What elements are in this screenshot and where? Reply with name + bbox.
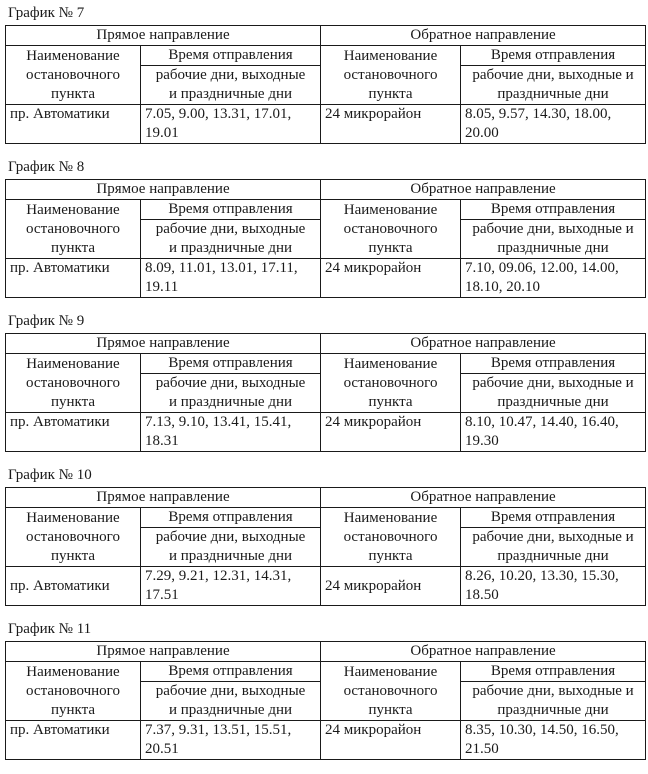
direct-direction-header: Прямое направление bbox=[6, 26, 321, 46]
schedule-table-9 bbox=[5, 333, 646, 452]
stop-name-header: Наименование остановочного пункта bbox=[6, 354, 141, 413]
direct-times bbox=[141, 721, 321, 760]
direct-direction-header: Прямое направление bbox=[6, 334, 321, 354]
times-line: 17.51 bbox=[145, 587, 179, 603]
times-line: 8.10, 10.47, 14.40, 16.40, bbox=[465, 414, 619, 430]
times-line: 20.51 bbox=[145, 741, 179, 757]
direction-header-row bbox=[6, 26, 646, 46]
day-type-line: праздничные дни bbox=[497, 86, 609, 102]
direct-direction-header: Прямое направление bbox=[6, 488, 321, 508]
direction-header-row bbox=[6, 180, 646, 200]
reverse-times bbox=[461, 721, 646, 760]
stop-name-header: Наименование остановочного пункта bbox=[321, 354, 461, 413]
graph-title-8: График № 8 bbox=[8, 159, 85, 175]
times-line: 19.30 bbox=[465, 433, 499, 449]
reverse-direction-header: Обратное направление bbox=[321, 488, 646, 508]
day-type-header bbox=[461, 682, 646, 721]
day-type-line: и праздничные дни bbox=[168, 702, 293, 718]
day-type-line: рабочие дни, выходные и bbox=[472, 375, 634, 391]
day-type-line: праздничные дни bbox=[497, 702, 609, 718]
times-line: 20.00 bbox=[465, 125, 499, 141]
day-type-line: и праздничные дни bbox=[168, 394, 293, 410]
column-header-row bbox=[6, 200, 646, 220]
direct-stop-name: пр. Автоматики bbox=[6, 721, 141, 760]
reverse-times bbox=[461, 567, 646, 606]
direction-header-row bbox=[6, 334, 646, 354]
schedule-section-10 bbox=[5, 466, 648, 606]
day-type-header bbox=[141, 682, 321, 721]
departure-time-header: Время отправления bbox=[461, 46, 646, 66]
day-type-header bbox=[141, 66, 321, 105]
stop-name-header: Наименование остановочного пункта bbox=[321, 46, 461, 105]
direction-header-row bbox=[6, 642, 646, 662]
day-type-line: рабочие дни, выходные bbox=[155, 221, 306, 237]
day-type-header bbox=[141, 528, 321, 567]
day-type-line: и праздничные дни bbox=[168, 548, 293, 564]
schedule-data-row bbox=[6, 413, 646, 452]
stop-name-header: Наименование остановочного пункта bbox=[321, 508, 461, 567]
direct-direction-header: Прямое направление bbox=[6, 180, 321, 200]
page bbox=[5, 4, 648, 760]
reverse-stop-name: 24 микрорайон bbox=[321, 567, 461, 606]
times-line: 8.35, 10.30, 14.50, 16.50, bbox=[465, 722, 619, 738]
direct-times bbox=[141, 259, 321, 298]
graph-title-10: График № 10 bbox=[8, 467, 92, 483]
times-line: 7.37, 9.31, 13.51, 15.51, bbox=[145, 722, 292, 738]
times-line: 7.05, 9.00, 13.31, 17.01, bbox=[145, 106, 292, 122]
reverse-times bbox=[461, 105, 646, 144]
stop-name-header: Наименование остановочного пункта bbox=[321, 662, 461, 721]
departure-time-header: Время отправления bbox=[461, 662, 646, 682]
direct-times bbox=[141, 413, 321, 452]
day-type-line: рабочие дни, выходные bbox=[155, 683, 306, 699]
schedule-section-9 bbox=[5, 312, 648, 452]
times-line: 8.09, 11.01, 13.01, 17.11, bbox=[145, 260, 298, 276]
day-type-line: рабочие дни, выходные и bbox=[472, 529, 634, 545]
direct-direction-header: Прямое направление bbox=[6, 642, 321, 662]
day-type-header bbox=[461, 528, 646, 567]
times-line: 7.13, 9.10, 13.41, 15.41, bbox=[145, 414, 292, 430]
direct-stop-name: пр. Автоматики bbox=[6, 105, 141, 144]
day-type-header bbox=[141, 374, 321, 413]
times-line: 7.29, 9.21, 12.31, 14.31, bbox=[145, 568, 292, 584]
stop-name-header: Наименование остановочного пункта bbox=[6, 662, 141, 721]
graph-title-7: График № 7 bbox=[8, 5, 85, 21]
day-type-header bbox=[141, 220, 321, 259]
schedule-table-10 bbox=[5, 487, 646, 606]
day-type-line: рабочие дни, выходные и bbox=[472, 67, 634, 83]
day-type-header bbox=[461, 374, 646, 413]
schedule-data-row bbox=[6, 721, 646, 760]
times-line: 18.50 bbox=[465, 587, 499, 603]
reverse-direction-header: Обратное направление bbox=[321, 334, 646, 354]
column-header-row bbox=[6, 662, 646, 682]
departure-time-header: Время отправления bbox=[461, 200, 646, 220]
departure-time-header: Время отправления bbox=[461, 354, 646, 374]
day-type-line: рабочие дни, выходные bbox=[155, 529, 306, 545]
direct-stop-name: пр. Автоматики bbox=[6, 259, 141, 298]
times-line: 19.01 bbox=[145, 125, 179, 141]
times-line: 18.31 bbox=[145, 433, 179, 449]
day-type-line: рабочие дни, выходные и bbox=[472, 221, 634, 237]
column-header-row bbox=[6, 508, 646, 528]
reverse-stop-name: 24 микрорайон bbox=[321, 105, 461, 144]
schedule-table-8 bbox=[5, 179, 646, 298]
departure-time-header: Время отправления bbox=[141, 200, 321, 220]
reverse-direction-header: Обратное направление bbox=[321, 26, 646, 46]
times-line: 18.10, 20.10 bbox=[465, 279, 541, 295]
schedule-data-row bbox=[6, 259, 646, 298]
times-line: 8.26, 10.20, 13.30, 15.30, bbox=[465, 568, 619, 584]
day-type-line: праздничные дни bbox=[497, 548, 609, 564]
times-line: 8.05, 9.57, 14.30, 18.00, bbox=[465, 106, 612, 122]
stop-name-header: Наименование остановочного пункта bbox=[6, 508, 141, 567]
departure-time-header: Время отправления bbox=[141, 46, 321, 66]
column-header-row bbox=[6, 46, 646, 66]
schedule-section-11 bbox=[5, 620, 648, 760]
direction-header-row bbox=[6, 488, 646, 508]
times-line: 7.10, 09.06, 12.00, 14.00, bbox=[465, 260, 619, 276]
day-type-header bbox=[461, 66, 646, 105]
column-header-row bbox=[6, 354, 646, 374]
stop-name-header: Наименование остановочного пункта bbox=[6, 46, 141, 105]
stop-name-header: Наименование остановочного пункта bbox=[6, 200, 141, 259]
departure-time-header: Время отправления bbox=[141, 508, 321, 528]
reverse-stop-name: 24 микрорайон bbox=[321, 721, 461, 760]
day-type-header bbox=[461, 220, 646, 259]
day-type-line: рабочие дни, выходные bbox=[155, 375, 306, 391]
times-line: 21.50 bbox=[465, 741, 499, 757]
reverse-stop-name: 24 микрорайон bbox=[321, 413, 461, 452]
direct-times bbox=[141, 105, 321, 144]
schedule-data-row bbox=[6, 567, 646, 606]
day-type-line: рабочие дни, выходные и bbox=[472, 683, 634, 699]
direct-stop-name: пр. Автоматики bbox=[6, 567, 141, 606]
departure-time-header: Время отправления bbox=[141, 662, 321, 682]
reverse-times bbox=[461, 259, 646, 298]
day-type-line: праздничные дни bbox=[497, 394, 609, 410]
schedule-table-7 bbox=[5, 25, 646, 144]
schedule-section-8 bbox=[5, 158, 648, 298]
stop-name-header: Наименование остановочного пункта bbox=[321, 200, 461, 259]
reverse-times bbox=[461, 413, 646, 452]
schedule-table-11 bbox=[5, 641, 646, 760]
schedule-data-row bbox=[6, 105, 646, 144]
departure-time-header: Время отправления bbox=[141, 354, 321, 374]
graph-title-11: График № 11 bbox=[8, 621, 92, 637]
graph-title-9: График № 9 bbox=[8, 313, 85, 329]
reverse-direction-header: Обратное направление bbox=[321, 180, 646, 200]
reverse-stop-name: 24 микрорайон bbox=[321, 259, 461, 298]
departure-time-header: Время отправления bbox=[461, 508, 646, 528]
day-type-line: и праздничные дни bbox=[168, 240, 293, 256]
times-line: 19.11 bbox=[145, 279, 179, 295]
reverse-direction-header: Обратное направление bbox=[321, 642, 646, 662]
day-type-line: праздничные дни bbox=[497, 240, 609, 256]
day-type-line: рабочие дни, выходные bbox=[155, 67, 306, 83]
schedule-section-7 bbox=[5, 4, 648, 144]
direct-stop-name: пр. Автоматики bbox=[6, 413, 141, 452]
day-type-line: и праздничные дни bbox=[168, 86, 293, 102]
direct-times bbox=[141, 567, 321, 606]
